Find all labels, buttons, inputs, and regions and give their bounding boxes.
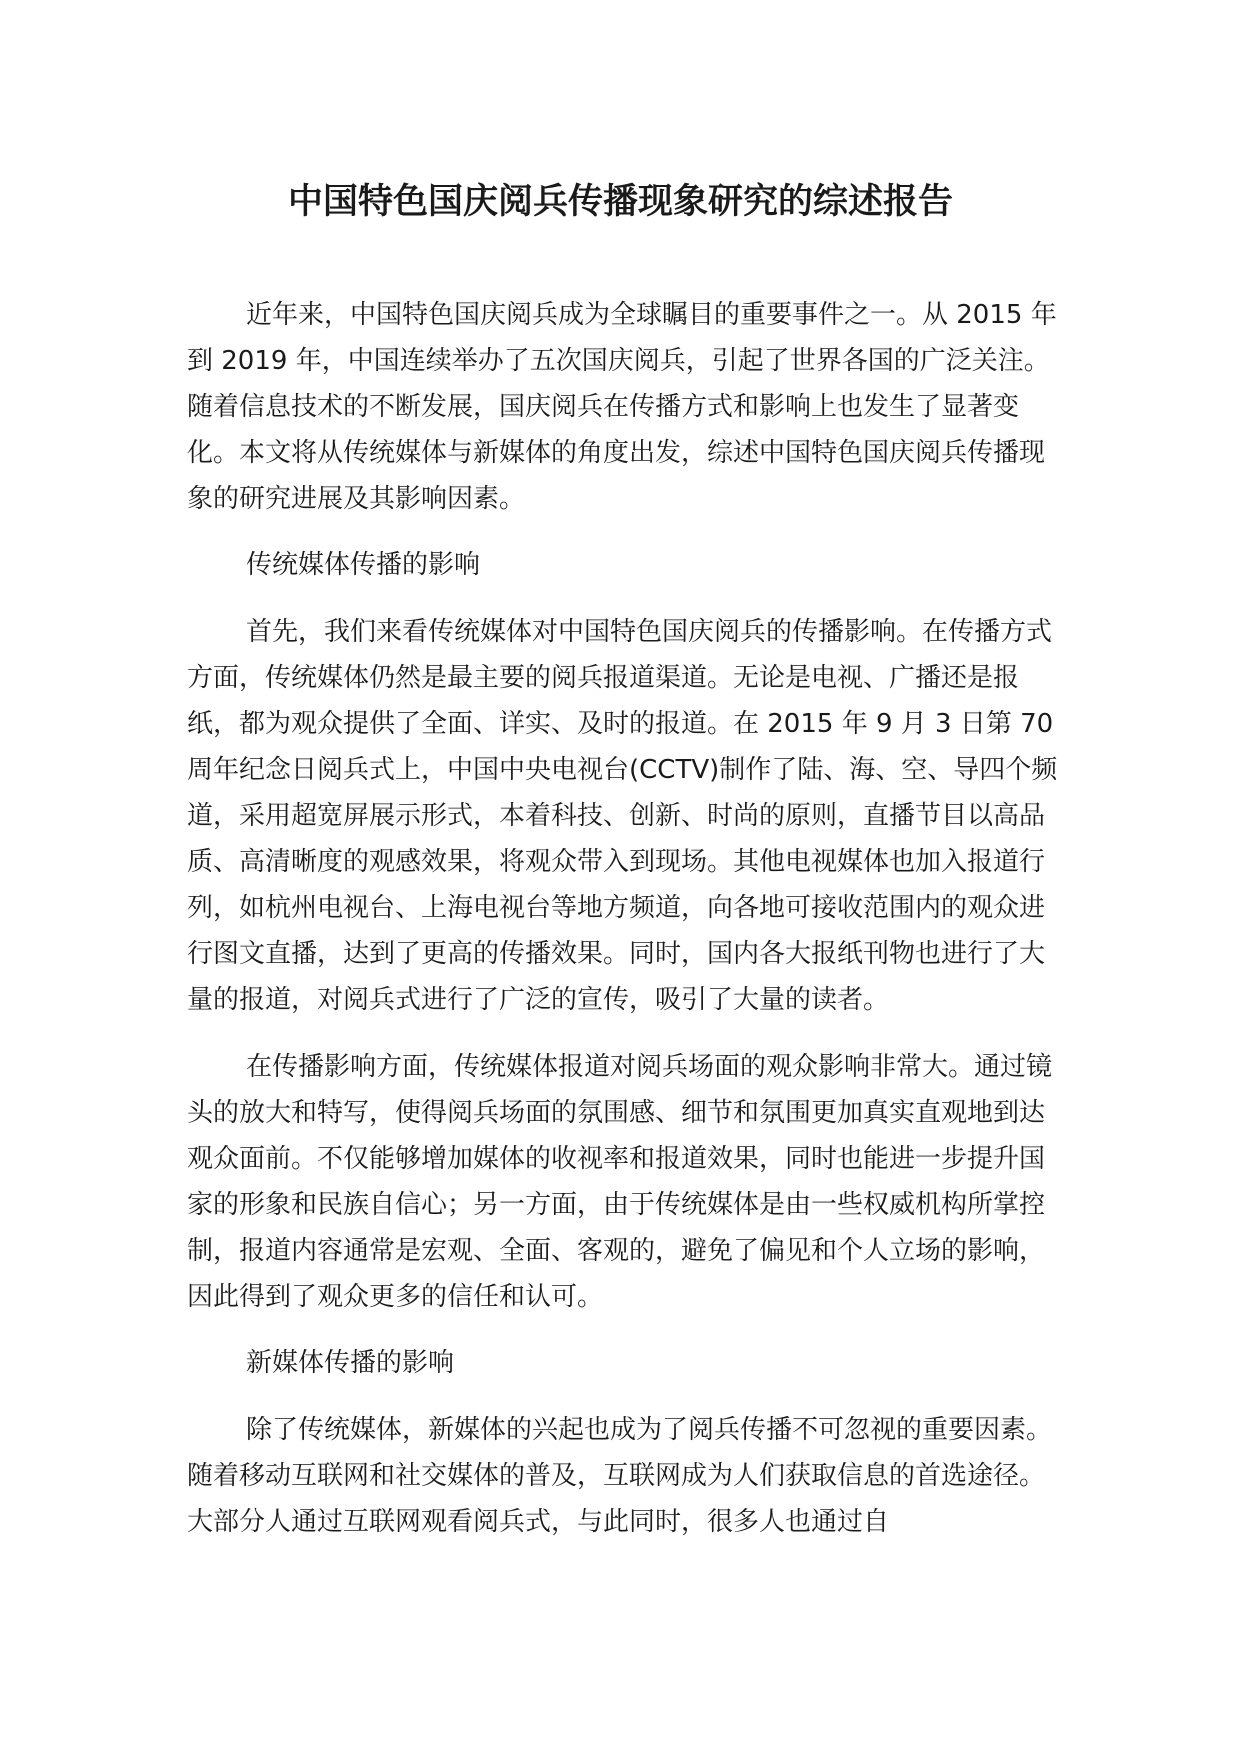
document-body: [187, 292, 1067, 1545]
paragraph-new-media: 除了传统媒体，新媒体的兴起也成为了阅兵传播不可忽视的重要因素。随着移动互联网和社交媒体的普及，互联网成为人们获取信息的首选途径。大部分人通过互联网观看阅兵式，与此同时，很多人也通过自: [187, 1415, 1053, 1537]
paragraph-intro: 近年来，中国特色国庆阅兵成为全球瞩目的重要事件之一。从 2015 年到 2019 年，中国连续举办了五次国庆阅兵，引起了世界各国的广泛关注。随着信息技术的不断发展，国庆阅兵在传播方式和影响上也发生了显著变化。本文将从传统媒体与新媒体的角度出发，综述中国特色国庆阅兵传播现象的研究进展及其影响因素。: [187, 300, 1057, 514]
section-heading-new-media: 新媒体传播的影响: [246, 1348, 455, 1378]
document-title: 中国特色国庆阅兵传播现象研究的综述报告: [287, 182, 953, 222]
paragraph-traditional-media-influence: 在传播影响方面，传统媒体报道对阅兵场面的观众影响非常大。通过镜头的放大和特写，使得阅兵场面的氛围感、细节和氛围更加真实直观地到达观众面前。不仅能够增加媒体的收视率和报道效果，同时也能进一步提升国家的形象和民族自信心；另一方面，由于传统媒体是由一些权威机构所掌控制，报道内容通常是宏观、全面、客观的，避免了偏见和个人立场的影响，因此得到了观众更多的信任和认可。: [187, 1052, 1053, 1312]
section-heading-traditional-media: 传统媒体传播的影响: [246, 550, 481, 580]
paragraph-traditional-media-methods: 首先，我们来看传统媒体对中国特色国庆阅兵的传播影响。在传播方式方面，传统媒体仍然是最主要的阅兵报道渠道。无论是电视、广播还是报纸，都为观众提供了全面、详实、及时的报道。在 2015 年 9 月 3 日第 70 周年纪念日阅兵式上，中国中央电视台(CCTV)制作了陆、海、空、导四个频道，采用超宽屏展示形式，本着科技、创新、时尚的原则，直播节目以高品质、高清晰度的观感效果，将观众带入到现场。其他电视媒体也加入报道行列，如杭州电视台、上海电视台等地方频道，向各地可接收范围内的观众进行图文直播，达到了更高的传播效果。同时，国内各大报纸刊物也进行了大量的报道，对阅兵式进行了广泛的宣传，吸引了大量的读者。: [187, 617, 1058, 1015]
